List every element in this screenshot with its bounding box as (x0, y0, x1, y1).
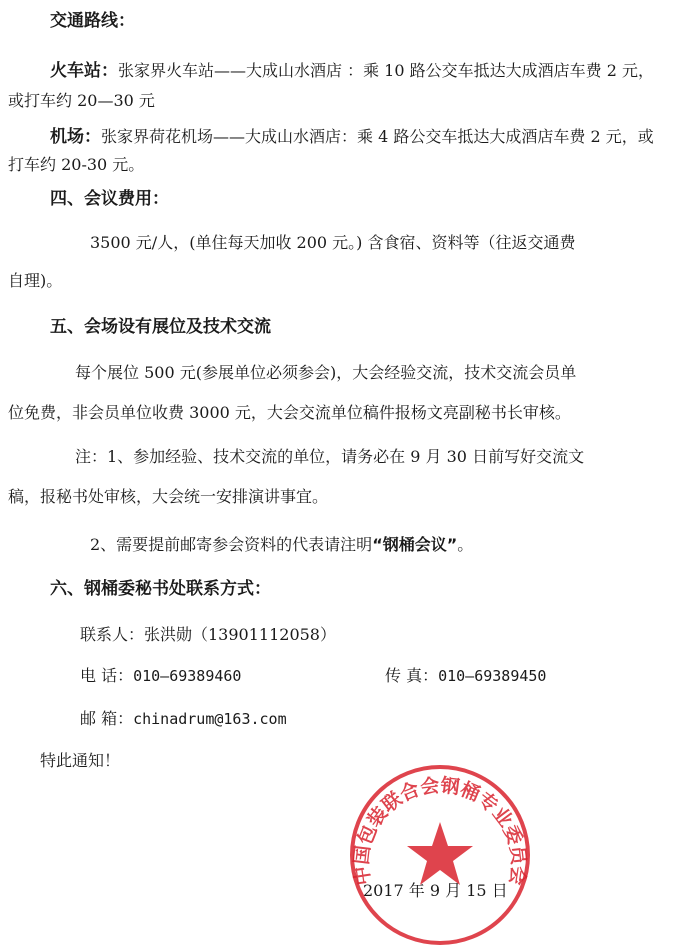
fees-line-2: 自理)。 (8, 271, 63, 290)
email-label: 邮 箱： (80, 709, 134, 728)
email-value: chinadrum@163.com (133, 710, 287, 728)
seal-text: 中国包装联合会钢桶专业委员会 (350, 774, 530, 887)
phone-line (80, 665, 241, 687)
fax-label: 传 真： (385, 666, 439, 685)
email-line (80, 708, 287, 730)
train-text: 张家界火车站——大成山水酒店 ：乘 10 路公交车抵达大成酒店车费 2 元， (118, 61, 654, 80)
official-seal (345, 760, 535, 950)
contact-person: 联系人：张洪勋（13901112058） (80, 625, 336, 644)
airport-text: 张家界荷花机场——大成山水酒店：乘 4 路公交车抵达大成酒店车费 2 元，或 (101, 127, 654, 146)
airport-line-2: 打车约 20-30 元。 (8, 155, 145, 174)
note-2-bold: “钢桶会议” (372, 535, 458, 554)
train-label: 火车站： (50, 61, 118, 81)
traffic-heading: 交通路线： (50, 11, 135, 31)
booth-heading: 五、会场设有展位及技术交流 (50, 317, 271, 337)
note-1: 注：1、参加经验、技术交流的单位，请务必在 9 月 30 日前写好交流文 (75, 447, 585, 466)
airport-label: 机场： (50, 127, 101, 147)
booth-line-2: 位免费，非会员单位收费 3000 元，大会交流单位稿件报杨文亮副秘书长审核。 (8, 403, 571, 422)
phone-label: 电 话： (80, 666, 134, 685)
phone-value: 010—69389460 (133, 667, 242, 685)
fax-value: 010—69389450 (438, 667, 547, 685)
note-1-cont: 稿，报秘书处审核，大会统一安排演讲事宜。 (8, 487, 329, 506)
closing-text: 特此通知！ (40, 751, 121, 770)
train-line (50, 60, 654, 82)
fees-line-1: 3500 元/人，(单住每天加收 200 元。) 含食宿、资料等（往返交通费 (90, 233, 576, 252)
note-2-suffix: 。 (457, 535, 474, 554)
booth-line-1: 每个展位 500 元(参展单位必须参会)，大会经验交流，技术交流会员单 (75, 363, 577, 382)
fees-heading: 四、会议费用： (50, 189, 169, 209)
note-2 (90, 534, 473, 556)
fax-line (385, 665, 546, 687)
seal-star-icon (407, 822, 473, 885)
train-line-2: 或打车约 20—30 元 (8, 91, 155, 110)
airport-line (50, 126, 654, 148)
contact-heading: 六、钢桶委秘书处联系方式： (50, 579, 271, 599)
issue-date: 2017 年 9 月 15 日 (363, 881, 508, 900)
note-2-prefix: 2、需要提前邮寄参会资料的代表请注明 (90, 535, 373, 554)
